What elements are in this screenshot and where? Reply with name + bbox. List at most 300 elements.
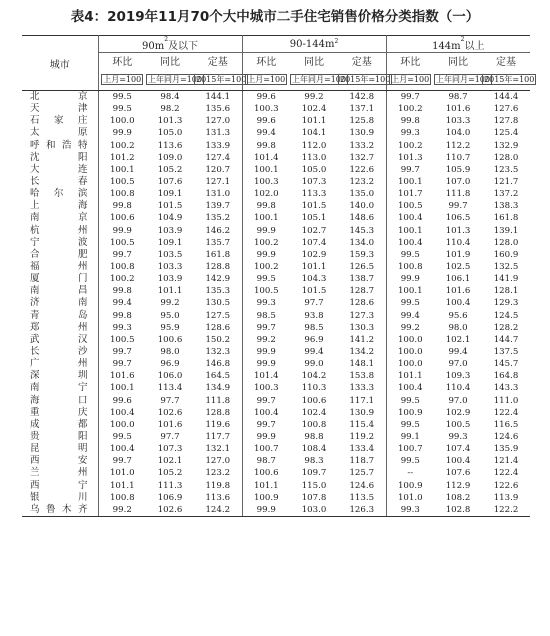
index-value: 134.2 (349, 347, 375, 358)
city-name: 长春 (30, 176, 88, 188)
index-value: 100.2 (242, 261, 290, 273)
index-value: 113.9 (493, 492, 519, 503)
index-value: 99.7 (386, 164, 434, 176)
base-period-label: 2015年=100 (196, 74, 247, 84)
index-value: 100.1 (98, 382, 146, 394)
table-row (22, 103, 530, 115)
index-value: 99.8 (386, 115, 434, 127)
table-row (22, 407, 530, 419)
index-value: 107.6 (157, 177, 183, 188)
index-value: 95.6 (448, 310, 468, 321)
index-value: 110.7 (445, 152, 471, 163)
index-value: 99.2 (304, 92, 324, 103)
index-value: 101.3 (157, 116, 183, 127)
table-row (22, 346, 530, 358)
index-value: 102.6 (146, 504, 194, 517)
index-value: 112.0 (301, 140, 327, 151)
city-name: 福州 (30, 261, 88, 273)
index-value: 133.9 (205, 140, 231, 151)
index-value: 100.7 (242, 443, 290, 455)
index-value: 99.4 (304, 347, 324, 358)
index-value: 99.5 (242, 273, 290, 285)
base-period-header (386, 68, 434, 91)
index-value: 100.5 (445, 419, 471, 430)
index-value: 95.0 (160, 310, 180, 321)
index-value: 101.4 (242, 152, 290, 164)
index-value: 98.8 (304, 432, 324, 442)
table-row (22, 358, 530, 370)
index-value: 101.7 (386, 188, 434, 200)
base-period-label: 2015年=100 (484, 74, 535, 84)
index-value: 99.7 (98, 455, 146, 467)
index-value: 128.6 (205, 322, 231, 333)
index-value: 99.8 (98, 285, 146, 297)
index-value: 100.4 (445, 456, 471, 467)
index-value: 118.7 (349, 456, 375, 467)
index-value: 128.0 (493, 237, 519, 248)
index-value: 99.4 (386, 310, 434, 322)
index-value: 99.7 (386, 91, 434, 104)
index-value: 100.4 (445, 298, 471, 309)
index-value: 98.0 (160, 347, 180, 358)
index-value: 100.8 (98, 188, 146, 200)
table-row (22, 225, 530, 237)
index-value: 99.4 (448, 347, 468, 358)
index-value: 99.9 (242, 225, 290, 237)
index-value: 148.6 (349, 213, 375, 224)
city-name: 兰州 (30, 467, 88, 479)
index-value: 100.5 (98, 237, 146, 249)
index-value: 101.1 (98, 480, 146, 492)
index-value: 164.8 (493, 371, 519, 382)
index-value: 140.0 (349, 201, 375, 212)
index-value: 101.5 (301, 286, 327, 297)
index-value: 153.8 (349, 371, 375, 382)
index-value: 99.6 (242, 91, 290, 104)
index-value: 127.8 (493, 116, 519, 127)
index-value: 99.5 (386, 455, 434, 467)
index-value: 125.8 (349, 116, 375, 127)
table-row (22, 455, 530, 467)
index-value: 100.3 (242, 176, 290, 188)
index-value: 107.0 (445, 177, 471, 188)
index-value: 122.2 (482, 504, 530, 517)
base-period-header (194, 68, 247, 91)
table-row (22, 480, 530, 492)
index-value: 109.3 (445, 371, 471, 382)
index-value: 128.2 (493, 322, 519, 333)
index-value: 100.3 (242, 382, 290, 394)
city-name: 呼和浩特 (30, 139, 88, 151)
index-value: 99.7 (242, 322, 290, 334)
index-value: 99.0 (304, 359, 324, 370)
table-row (22, 419, 530, 431)
index-value: 100.5 (242, 285, 290, 297)
index-value: 107.3 (157, 444, 183, 455)
index-value: 109.1 (157, 237, 183, 248)
base-period-header (290, 68, 346, 91)
index-value: 133.4 (349, 444, 375, 455)
city-name: 天津 (30, 103, 88, 115)
city-name: 海口 (30, 394, 88, 406)
index-value: 99.7 (98, 346, 146, 358)
index-value: 103.9 (157, 274, 183, 285)
table-row (22, 91, 530, 104)
table-row (22, 249, 530, 261)
index-value: 128.0 (493, 152, 519, 163)
index-value: 100.2 (242, 237, 290, 249)
index-value: 99.5 (98, 91, 146, 104)
index-value: 106.1 (445, 274, 471, 285)
index-value: 164.5 (205, 371, 231, 382)
base-period-header (146, 68, 202, 91)
price-index-table (22, 35, 535, 517)
index-value: 128.7 (349, 286, 375, 297)
index-value: 138.7 (349, 274, 375, 285)
index-value: 121.7 (493, 177, 519, 188)
table-body (22, 91, 530, 517)
base-period-header (242, 68, 290, 91)
index-value: 98.7 (242, 455, 290, 467)
index-value: 99.3 (242, 297, 290, 309)
city-name: 长沙 (30, 346, 88, 358)
index-value: 145.7 (493, 359, 519, 370)
index-value: 101.1 (157, 286, 183, 297)
index-value: 98.0 (448, 322, 468, 333)
index-value: 99.5 (98, 103, 146, 115)
index-value: 100.6 (157, 334, 183, 345)
table-row (22, 261, 530, 273)
subcolumn-header: 环比 (98, 53, 146, 69)
base-period-label: 2015年=100 (340, 74, 391, 84)
index-value: 119.8 (205, 480, 231, 491)
index-value: 96.9 (160, 359, 180, 370)
index-value: 139.7 (205, 201, 231, 212)
table-row (22, 188, 530, 200)
index-value: 132.3 (205, 347, 231, 358)
index-value: 100.5 (98, 176, 146, 188)
index-value: 124.6 (349, 480, 375, 491)
city-name: 昆明 (30, 443, 88, 455)
city-name: 厦门 (30, 273, 88, 285)
index-value: 109.0 (157, 152, 183, 163)
city-name: 西安 (30, 455, 88, 467)
index-value: 130.5 (205, 298, 231, 309)
index-value: 104.0 (445, 128, 471, 139)
index-value: 144.4 (493, 92, 519, 103)
index-value: 100.6 (301, 395, 327, 406)
table-row (22, 200, 530, 212)
index-value: 103.3 (445, 116, 471, 127)
index-value: 100.1 (242, 212, 290, 224)
index-value: 99.1 (386, 431, 434, 443)
city-name: 宁波 (30, 236, 88, 248)
index-value: 99.5 (386, 395, 434, 407)
index-value: 99.8 (98, 200, 146, 212)
table-row (22, 127, 530, 139)
index-value: 111.8 (445, 189, 471, 200)
index-value: 97.7 (304, 298, 324, 309)
index-value: 99.9 (98, 225, 146, 237)
index-value: 100.2 (386, 103, 434, 115)
index-value: 102.1 (445, 334, 471, 345)
index-value: 113.6 (205, 492, 231, 503)
index-value: 102.7 (301, 225, 327, 236)
index-value: 101.9 (445, 249, 471, 260)
index-value: 100.1 (98, 164, 146, 176)
index-value: 99.8 (242, 140, 290, 152)
index-value: 93.8 (304, 310, 324, 321)
index-value: 127.5 (205, 310, 231, 321)
index-value: 146.8 (205, 359, 231, 370)
index-value: 101.0 (98, 467, 146, 479)
table-title: 表4：2019年11月70个大中城市二手住宅销售价格分类指数（一） (70, 9, 480, 25)
index-value: 133.2 (349, 140, 375, 151)
index-value: 96.9 (304, 334, 324, 345)
index-value: 101.5 (157, 201, 183, 212)
city-name: 大连 (30, 163, 88, 175)
index-value: 111.0 (493, 395, 519, 406)
index-value: 141.9 (493, 274, 519, 285)
index-value: 107.4 (445, 444, 471, 455)
base-period-header (98, 68, 146, 91)
subcolumn-header: 同比 (304, 57, 324, 68)
index-value: 99.2 (242, 334, 290, 346)
index-value: 113.5 (349, 492, 375, 503)
index-value: 122.6 (349, 164, 375, 175)
index-value: 128.6 (349, 298, 375, 309)
index-value: 127.0 (205, 116, 231, 127)
index-value: 108.2 (445, 492, 471, 503)
index-value: 104.1 (301, 128, 327, 139)
index-value: 106.9 (157, 492, 183, 503)
index-value: 142.9 (205, 274, 231, 285)
index-value: 125.4 (493, 128, 519, 139)
index-value: 139.1 (493, 225, 519, 236)
index-value: 104.9 (157, 213, 183, 224)
base-period-label: 上月=100 (247, 74, 286, 84)
index-value: 101.1 (301, 262, 327, 273)
index-value: 98.7 (448, 92, 468, 103)
index-value: 102.8 (434, 504, 482, 517)
index-value: 98.4 (160, 92, 180, 103)
base-period-header (338, 68, 391, 91)
index-value: 145.3 (349, 225, 375, 236)
base-period-header (482, 68, 535, 91)
index-value: 127.1 (205, 177, 231, 188)
index-value: 127.6 (493, 104, 519, 115)
index-value: 146.2 (205, 225, 231, 236)
table-row (22, 237, 530, 249)
index-value: 161.8 (493, 213, 519, 224)
index-value: 112.2 (445, 140, 471, 151)
index-value: 99.7 (98, 358, 146, 370)
index-value: 107.6 (445, 468, 471, 479)
index-value: 113.6 (157, 140, 183, 151)
table-row (22, 431, 530, 443)
base-period-label: 上年同月=100 (292, 74, 346, 84)
index-value: 99.2 (160, 298, 180, 309)
index-value: 99.5 (98, 431, 146, 443)
index-value: 99.9 (242, 504, 290, 517)
index-value: 100.2 (98, 140, 146, 152)
index-value: 100.8 (98, 492, 146, 504)
index-value: 102.4 (301, 104, 327, 115)
table-row (22, 164, 530, 176)
index-value: 119.6 (205, 419, 231, 430)
table-row (22, 310, 530, 322)
index-value: 102.4 (301, 407, 327, 418)
city-name: 石家庄 (30, 115, 88, 127)
index-value: 99.5 (386, 249, 434, 261)
index-value: 128.8 (205, 262, 231, 273)
table-row (22, 140, 530, 152)
index-value: 102.5 (445, 262, 471, 273)
index-value: 97.0 (448, 395, 468, 406)
index-value: 101.1 (386, 370, 434, 382)
index-value: 119.2 (349, 432, 375, 442)
index-value: 112.9 (445, 480, 471, 491)
subcolumn-header: 定基 (351, 57, 372, 68)
index-value: 131.0 (205, 189, 231, 200)
index-value: 137.1 (349, 104, 375, 115)
index-value: 101.3 (386, 152, 434, 164)
table-row (22, 382, 530, 394)
index-value: 135.0 (349, 189, 375, 200)
index-value: 101.6 (445, 286, 471, 297)
index-value: 98.5 (304, 322, 324, 333)
index-value: 127.4 (205, 152, 231, 163)
table-row (22, 370, 530, 382)
index-value: 122.4 (493, 468, 519, 479)
index-value: 123.5 (493, 164, 519, 175)
subcolumn-header: 同比 (160, 57, 180, 68)
index-value: 101.4 (242, 370, 290, 382)
index-value: 126.5 (349, 262, 375, 273)
index-value: 101.6 (445, 104, 471, 115)
index-value: 100.0 (386, 334, 434, 346)
index-value: 105.2 (157, 468, 183, 479)
city-name: 重庆 (30, 406, 88, 418)
group-header-medium: $90-144m^2$ (242, 36, 386, 53)
index-value: 100.4 (386, 237, 434, 249)
index-value: 100.9 (242, 492, 290, 504)
city-column-header: 城市 (22, 36, 98, 91)
index-value: 132.5 (493, 262, 519, 273)
subcolumn-header: 环比 (386, 53, 434, 69)
index-value: 100.8 (301, 419, 327, 430)
index-value: 128.8 (205, 407, 231, 418)
index-value: 98.2 (160, 104, 180, 115)
index-value: 110.4 (445, 237, 471, 248)
base-period-header (434, 68, 490, 91)
index-value: 143.3 (493, 383, 519, 394)
index-value: 133.3 (349, 383, 375, 394)
table-row (22, 212, 530, 224)
subcolumn-header: 定基 (207, 57, 228, 68)
index-value: 134.0 (349, 237, 375, 248)
city-name: 太原 (30, 127, 88, 139)
city-name: 杭州 (30, 224, 88, 236)
index-value: 102.9 (445, 407, 471, 418)
index-value: 124.5 (493, 310, 519, 321)
index-value: 110.4 (445, 383, 471, 394)
index-value: 130.9 (349, 128, 375, 139)
index-value: 110.3 (301, 383, 327, 394)
city-name: 合肥 (30, 248, 88, 260)
city-name: 西宁 (30, 479, 88, 491)
index-value: 131.3 (205, 128, 231, 139)
index-value: 99.5 (386, 297, 434, 309)
index-value: 99.9 (242, 431, 290, 443)
index-value: 123.2 (349, 177, 375, 188)
index-value: 105.0 (301, 164, 327, 175)
index-value: 113.4 (157, 383, 183, 394)
city-name: 深圳 (30, 370, 88, 382)
index-value: 135.7 (205, 237, 231, 248)
table-row (22, 152, 530, 164)
index-value: 135.9 (493, 444, 519, 455)
index-value: 100.4 (98, 407, 146, 419)
index-value: 99.8 (98, 310, 146, 322)
index-value: 101.2 (98, 152, 146, 164)
index-value: 130.3 (349, 322, 375, 333)
index-value: 111.3 (157, 480, 183, 491)
index-value: 132.9 (493, 140, 519, 151)
index-value: 150.2 (205, 334, 231, 345)
city-name: 郑州 (30, 321, 88, 333)
table-row (22, 504, 530, 517)
index-value: 132.1 (205, 444, 231, 455)
index-value: 99.3 (98, 322, 146, 334)
index-value: 99.9 (242, 346, 290, 358)
index-value: 100.6 (242, 467, 290, 479)
index-value: 100.4 (98, 443, 146, 455)
city-name: 武汉 (30, 333, 88, 345)
index-value: 99.9 (98, 127, 146, 139)
index-value: 137.2 (493, 189, 519, 200)
index-value: 107.3 (301, 177, 327, 188)
index-value: 101.0 (386, 492, 434, 504)
subcolumn-header: 同比 (448, 57, 469, 68)
index-value: 144.1 (205, 92, 231, 103)
index-value: 99.3 (386, 127, 434, 139)
index-value: 100.9 (386, 407, 434, 419)
city-name: 北京 (30, 91, 88, 103)
index-value: 101.6 (157, 419, 183, 430)
index-value: 99.3 (448, 432, 468, 442)
index-value: 129.3 (493, 298, 519, 309)
index-value: 123.2 (205, 468, 231, 479)
index-value: 120.7 (205, 164, 231, 175)
index-value: 97.7 (160, 395, 180, 406)
group-header-small: $90m^2$及以下 (98, 36, 242, 53)
index-value: 103.3 (157, 262, 183, 273)
city-name: 济南 (30, 297, 88, 309)
index-value: 134.9 (205, 383, 231, 394)
index-value: 142.8 (349, 92, 375, 103)
index-value: 97.0 (448, 359, 468, 370)
index-value: 104.2 (301, 371, 327, 382)
index-value: 148.1 (349, 359, 375, 370)
index-value: 144.7 (493, 334, 519, 345)
index-value: 100.7 (386, 443, 434, 455)
index-value: 99.9 (242, 249, 290, 261)
index-value: 100.2 (98, 273, 146, 285)
index-value: 101.1 (242, 480, 290, 492)
index-value: 122.4 (493, 407, 519, 418)
index-value: 102.0 (242, 188, 290, 200)
